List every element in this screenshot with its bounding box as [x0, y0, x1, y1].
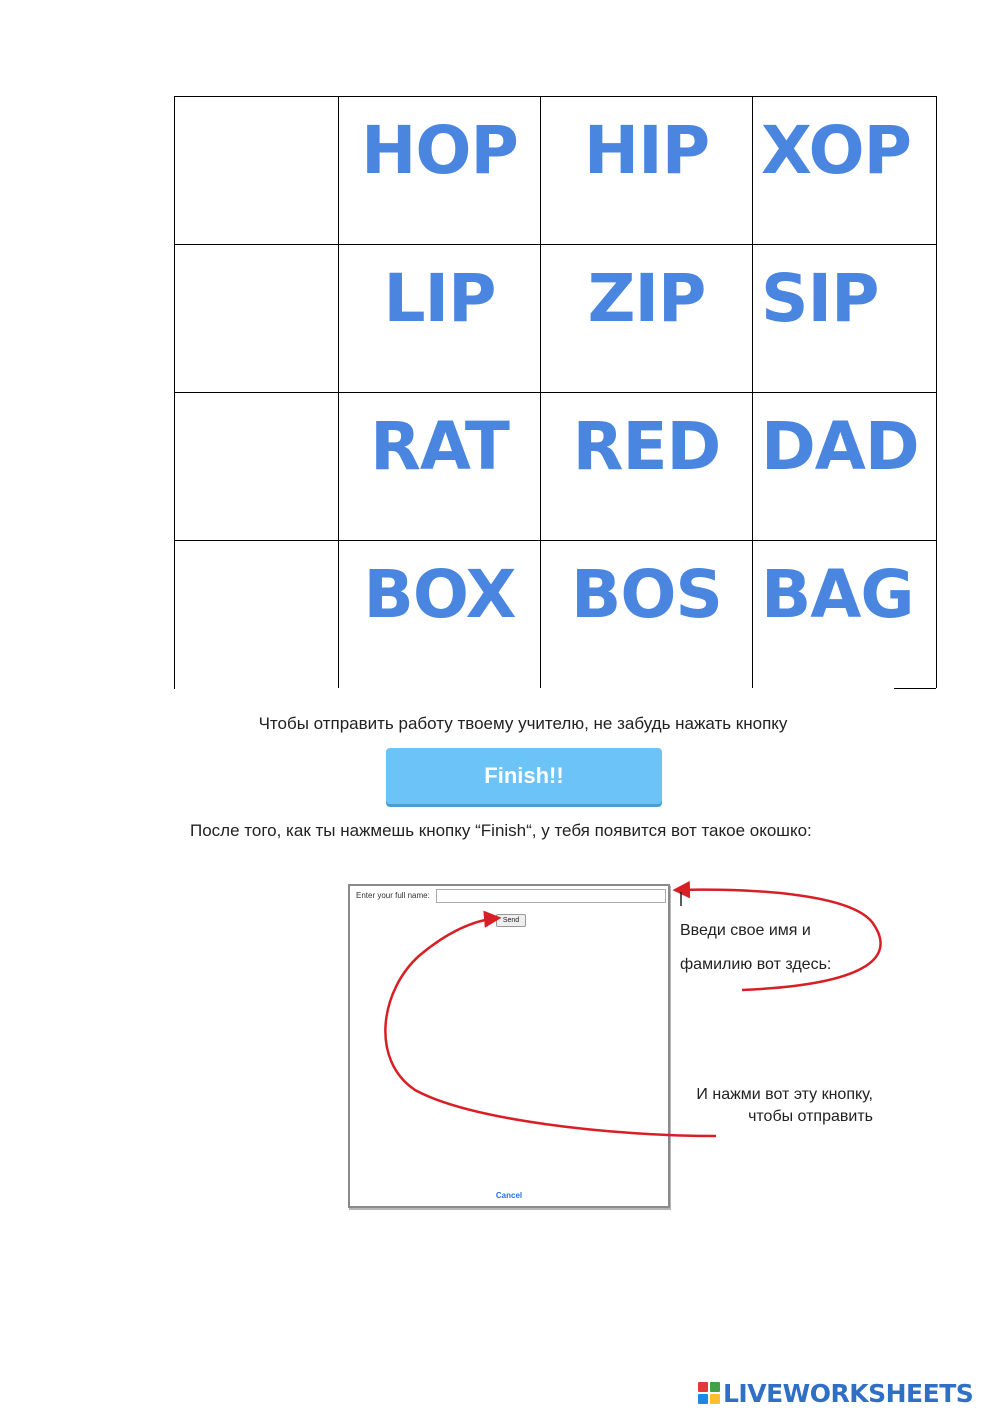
word-cell	[541, 393, 753, 541]
cell-word: RED	[572, 408, 721, 485]
instruction-after-finish: После того, как ты нажмешь кнопку “Finish“, у тебя появится вот такое окошко:	[190, 821, 812, 840]
answer-cell[interactable]	[175, 541, 339, 688]
cell-word: DAD	[761, 408, 919, 485]
answer-cell[interactable]	[175, 97, 339, 245]
finish-button[interactable]: Finish!!	[386, 748, 662, 804]
word-cell	[339, 393, 541, 541]
word-cell	[753, 393, 937, 541]
send-button: Send	[496, 914, 526, 927]
grid-row	[175, 97, 937, 245]
word-grid	[174, 96, 937, 689]
cell-word: LIP	[383, 260, 496, 337]
grid-border-stub	[894, 688, 936, 689]
cancel-link: Cancel	[495, 1191, 523, 1200]
logo-square	[698, 1382, 708, 1392]
grid-row	[175, 541, 937, 689]
logo-square	[710, 1394, 720, 1404]
logo-square	[710, 1382, 720, 1392]
word-cell	[541, 97, 753, 245]
cell-word: HIP	[583, 112, 710, 189]
cell-word: HOP	[361, 112, 518, 189]
name-input	[436, 889, 666, 903]
logo-text: LIVEWORKSHEETS	[723, 1378, 974, 1408]
cell-word: XOP	[761, 112, 912, 189]
cell-word: BAG	[761, 556, 914, 633]
word-cell	[541, 541, 753, 688]
word-cell	[753, 541, 937, 688]
name-note: Введи свое имя и фамилию вот здесь:	[680, 922, 832, 973]
cell-word: ZIP	[587, 260, 706, 337]
grid-row	[175, 393, 937, 541]
instruction-send: Чтобы отправить работу твоему учителю, не забудь нажать кнопку	[258, 714, 788, 733]
answer-cell[interactable]	[175, 245, 339, 393]
word-cell	[339, 245, 541, 393]
cell-word: RAT	[370, 408, 509, 485]
logo-mark-icon	[698, 1382, 720, 1404]
word-cell	[339, 97, 541, 245]
name-label: Enter your full name:	[356, 891, 430, 900]
word-cell	[541, 245, 753, 393]
word-cell	[753, 97, 937, 245]
answer-cell[interactable]	[175, 393, 339, 541]
send-note: И нажми вот эту кнопку, чтобы отправить	[696, 1086, 873, 1125]
word-cell	[753, 245, 937, 393]
cell-word: BOX	[363, 556, 516, 633]
grid-row	[175, 245, 937, 393]
cell-word: BOS	[571, 556, 722, 633]
word-cell	[339, 541, 541, 688]
liveworksheets-logo	[698, 1378, 973, 1408]
cell-word: SIP	[761, 260, 879, 337]
logo-square	[698, 1394, 708, 1404]
submit-dialog-preview	[348, 884, 670, 1208]
